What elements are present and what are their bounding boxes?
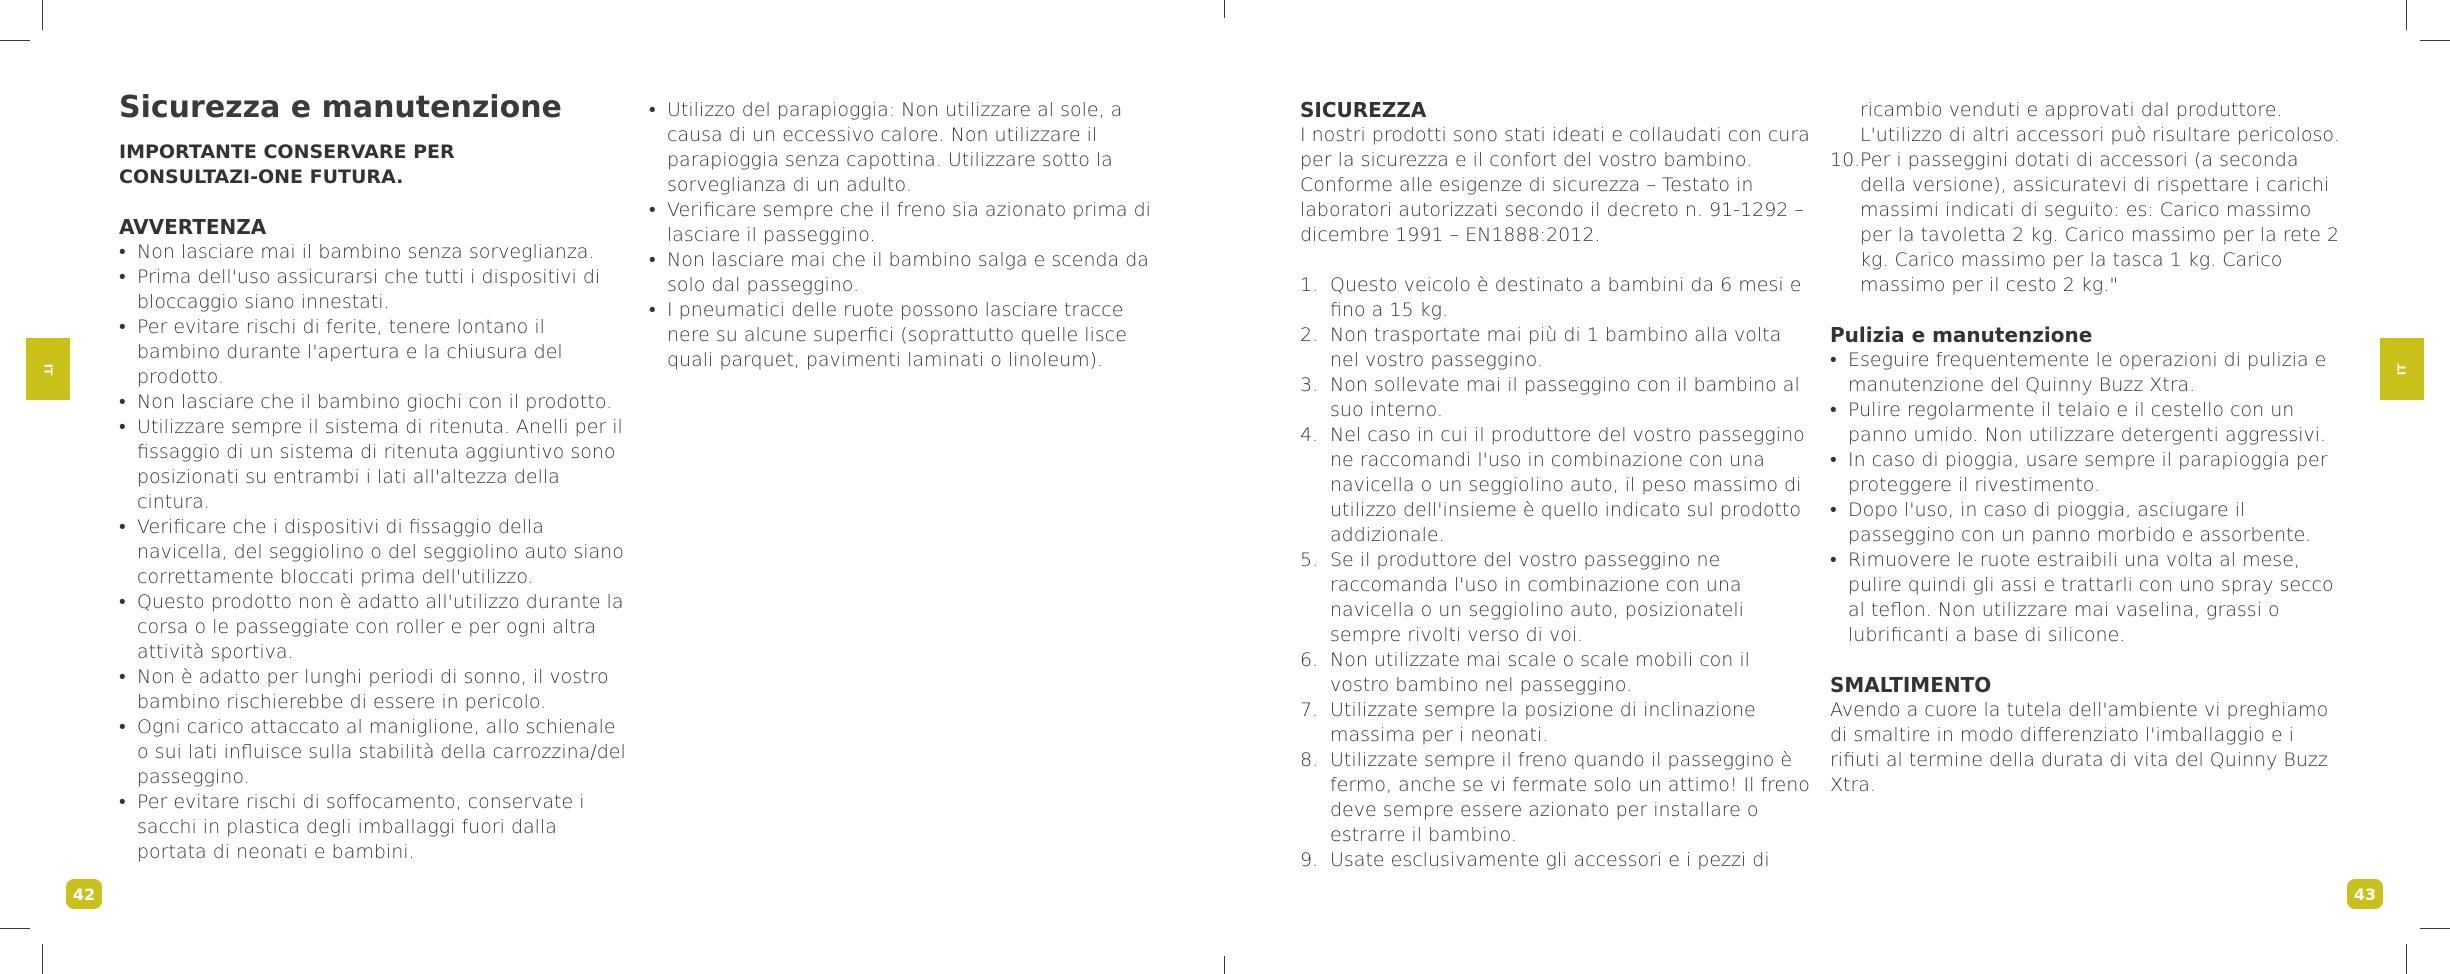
safety-intro: I nostri prodotti sono stati ideati e collaudati con cura per la sicurezza e il confort del vostro bambino. Conforme alle esigenze di sicurezza – Testato in laboratori autorizzati secondo il decreto n. 91-1292 – dicembre 1991 – EN1888:2012. (1300, 124, 1810, 246)
safety-numbered-list (1300, 273, 1810, 873)
right-page-column-1 (1300, 98, 1810, 873)
maintenance-list (1830, 348, 2340, 648)
list-item: 8. Utilizzate sempre il freno quando il passeggino è fermo, anche se vi fermate solo un attimo! Il freno deve sempre essere azionato per installare o estrarre il bambino. (1300, 749, 1810, 846)
list-item: • Utilizzare sempre il sistema di ritenuta. Anelli per il fissaggio di un sistema di ritenuta aggiuntivo sono posizionati su entrambi i lati all'altezza della cintura. (119, 415, 629, 515)
list-item: • Utilizzo del parapioggia: Non utilizzare al sole, a causa di un eccessivo calore. Non utilizzare il parapioggia senza capottina. Utilizzare sotto la sorveglianza di un adulto. (649, 98, 1159, 198)
crop-mark (42, 0, 43, 30)
left-page-column-1 (119, 88, 629, 865)
language-tab-left (26, 338, 70, 400)
crop-mark (0, 928, 30, 929)
right-page-column-2 (1830, 98, 2340, 798)
list-item: • Non è adatto per lunghi periodi di sonno, il vostro bambino rischierebbe di essere in pericolo. (119, 665, 629, 715)
list-item: • Prima dell'uso assicurarsi che tutti i dispositivi di bloccaggio siano innestati. (119, 265, 629, 315)
crop-mark (1224, 956, 1225, 974)
language-tab-right (2380, 338, 2424, 400)
list-item: 1. Questo veicolo è destinato a bambini da 6 mesi e fino a 15 kg. (1300, 274, 1802, 321)
warning-list (119, 240, 629, 865)
warning-heading: AVVERTENZA (119, 215, 267, 239)
crop-mark (1224, 0, 1225, 18)
list-item: 10. Per i passeggini dotati di accessori (a seconda della versione), assicuratevi di rispettare i carichi massimi indicati di seguito: es: Carico massimo per la tavoletta 2 kg. Carico massimo per la rete 2 kg. Carico massimo per la tasca 1 kg. Carico massimo per il cesto 2 kg." (1830, 149, 2340, 296)
list-item: 2. Non trasportate mai più di 1 bambino alla volta nel vostro passeggino. (1300, 324, 1782, 371)
list-item: • Verificare sempre che il freno sia azionato prima di lasciare il passeggino. (649, 198, 1159, 248)
list-item: 7. Utilizzate sempre la posizione di inclinazione massima per i neonati. (1300, 699, 1756, 746)
list-item: • Eseguire frequentemente le operazioni di pulizia e manutenzione del Quinny Buzz Xtra. (1830, 348, 2340, 398)
list-item: • Pulire regolarmente il telaio e il cestello con un panno umido. Non utilizzare detergenti aggressivi. (1830, 398, 2340, 448)
list-item: • Non lasciare che il bambino giochi con il prodotto. (119, 390, 629, 415)
disposal-heading: SMALTIMENTO (1830, 673, 1992, 697)
disposal-text: Avendo a cuore la tutela dell'ambiente vi preghiamo di smaltire in modo differenziato l'imballaggio e i rifiuti al termine della durata di vita del Quinny Buzz Xtra. (1830, 699, 2329, 796)
list-item: • Non lasciare mai che il bambino salga e scenda da solo dal passeggino. (649, 248, 1159, 298)
safety-numbered-list-continued (1830, 148, 2340, 298)
language-tab-label: IT (2395, 363, 2409, 375)
list-item: 6. Non utilizzate mai scale o scale mobili con il vostro bambino nel passeggino. (1300, 649, 1750, 696)
list-item: • Dopo l'uso, in caso di pioggia, asciugare il passeggino con un panno morbido e assorbente. (1830, 498, 2340, 548)
crop-mark (2420, 40, 2450, 41)
list-item: • Verificare che i dispositivi di fissaggio della navicella, del seggiolino o del seggiolino auto siano correttamente bloccati prima dell'utilizzo. (119, 515, 629, 590)
list-item: • Rimuovere le ruote estraibili una volta al mese, pulire quindi gli assi e trattarli con uno spray secco al teflon. Non utilizzare mai vaselina, grassi o lubrificanti a base di silicone. (1830, 548, 2340, 648)
crop-mark (2406, 944, 2407, 974)
list-item: 3. Non sollevate mai il passeggino con il bambino al suo interno. (1300, 374, 1800, 421)
list-item: • I pneumatici delle ruote possono lasciare tracce nere su alcune superfici (soprattutto quelle lisce quali parquet, pavimenti laminati o linoleum). (649, 298, 1159, 373)
language-tab-label: IT (41, 363, 55, 375)
list-item: • Per evitare rischi di ferite, tenere lontano il bambino durante l'apertura e la chiusura del prodotto. (119, 315, 629, 390)
list-item-continued: ricambio venduti e approvati dal produttore. L'utilizzo di altri accessori può risultare pericoloso. (1860, 99, 2340, 146)
page-number-left: 42 (66, 879, 102, 909)
left-page-column-2 (649, 98, 1159, 373)
crop-mark (0, 40, 30, 41)
list-item: 9. Usate esclusivamente gli accessori e i pezzi di (1300, 849, 1770, 871)
list-item: • In caso di pioggia, usare sempre il parapioggia per proteggere il rivestimento. (1830, 448, 2340, 498)
important-notice: IMPORTANTE CONSERVARE PER CONSULTAZI-ONE FUTURA. (119, 141, 455, 188)
warning-list-continued (649, 98, 1159, 373)
list-item: 5. Se il produttore del vostro passeggino ne raccomanda l'uso in combinazione con una navicella o un seggiolino auto, posizionateli sempre rivolti verso di voi. (1300, 549, 1744, 646)
maintenance-heading: Pulizia e manutenzione (1830, 323, 2093, 347)
list-item: • Ogni carico attaccato al maniglione, allo schienale o sui lati influisce sulla stabilità della carrozzina/del passeggino. (119, 715, 629, 790)
crop-mark (2420, 928, 2450, 929)
list-item: • Questo prodotto non è adatto all'utilizzo durante la corsa o le passeggiate con roller e per ogni altra attività sportiva. (119, 590, 629, 665)
list-item: • Non lasciare mai il bambino senza sorveglianza. (119, 240, 629, 265)
page-number-right: 43 (2347, 879, 2383, 909)
list-item: 4. Nel caso in cui il produttore del vostro passeggino ne raccomandi l'uso in combinazione con una navicella o un seggiolino auto, il peso massimo di utilizzo dell'insieme è quello indicato sul prodotto addizionale. (1300, 424, 1805, 546)
list-item: • Per evitare rischi di soffocamento, conservate i sacchi in plastica degli imballaggi fuori dalla portata di neonati e bambini. (119, 790, 629, 865)
safety-heading: SICUREZZA (1300, 98, 1427, 122)
crop-mark (42, 944, 43, 974)
page-title: Sicurezza e manutenzione (119, 90, 562, 125)
crop-mark (2406, 0, 2407, 30)
